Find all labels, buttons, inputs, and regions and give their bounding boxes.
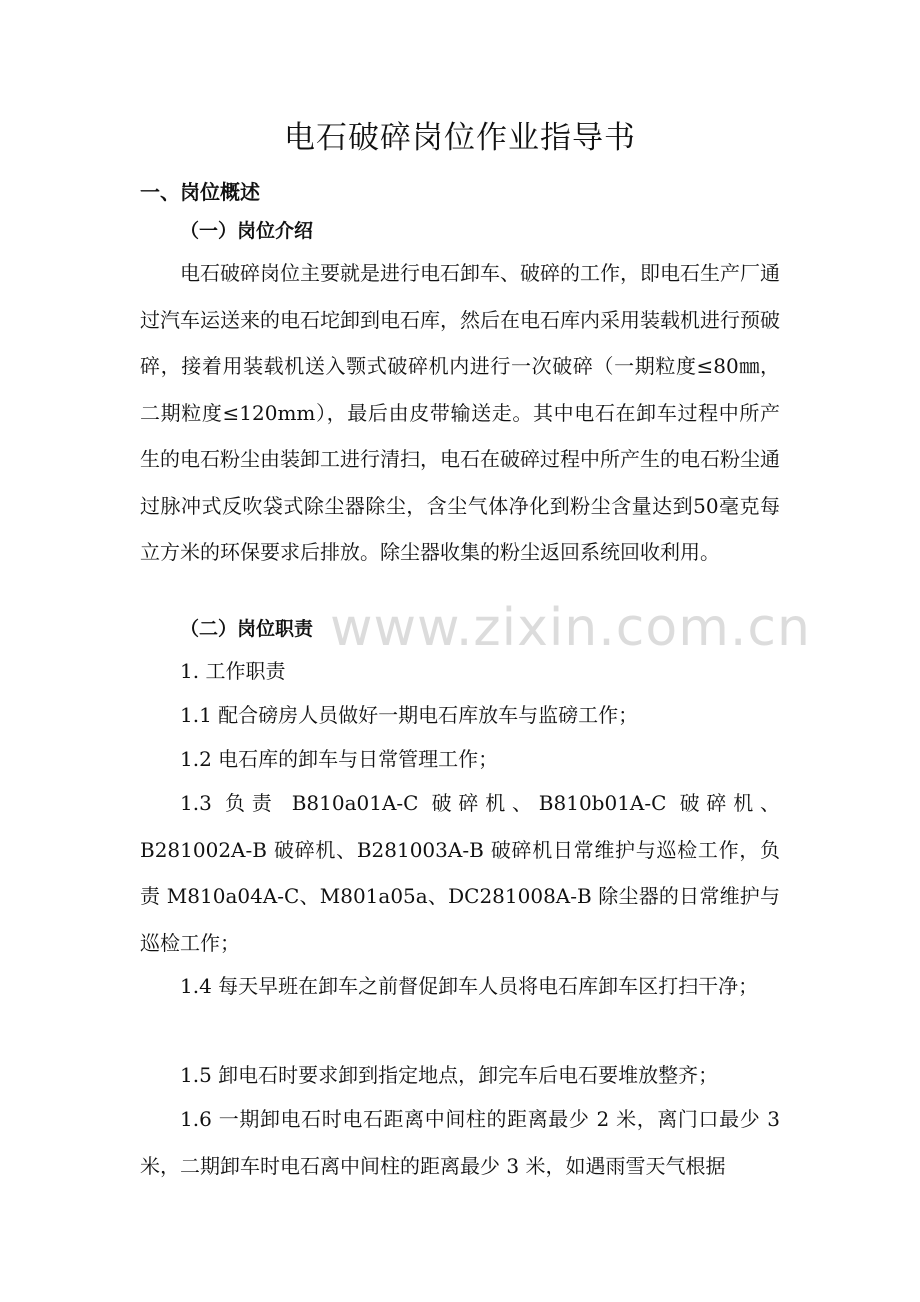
duty-item-1-5: 1.5 卸电石时要求卸到指定地点，卸完车后电石要堆放整齐； — [180, 1063, 719, 1087]
duty-item-1-6: 1.6 一期卸电石时电石距离中间柱的距离最少 2 米，离门口最少 3 米，二期卸车时电石离中间柱的距离最少 3 米，如遇雨雪天气根据 — [140, 1107, 780, 1178]
document-title: 电石破碎岗位作业指导书 — [284, 120, 636, 156]
subsection-heading-intro: （一）岗位介绍 — [180, 220, 314, 242]
subsection-heading-duties: （二）岗位职责 — [180, 618, 314, 640]
intro-paragraph: 电石破碎岗位主要就是进行电石卸车、破碎的工作，即电石生产厂通过汽车运送来的电石坨卸到电石库，然后在电石库内采用装载机进行预破碎，接着用装载机送入颚式破碎机内进行一次破碎（一期粒度≤80㎜，二期粒度≤120mm），最后由皮带输送走。其中电石在卸车过程中所产生的电石粉尘由装卸工进行清扫，电石在破碎过程中所产生的电石粉尘通过脉冲式反吹袋式除尘器除尘，含尘气体净化到粉尘含量达到50毫克每立方米的环保要求后排放。除尘器收集的粉尘返回系统回收利用。 — [140, 261, 780, 564]
duty-item-1-3: 1.3 负责 B810a01A-C 破碎机、B810b01A-C 破碎机、B281002A-B 破碎机、B281003A-B 破碎机日常维护与巡检工作，负责 M810a04A-C、M801a05a、DC281008A-B 除尘器的日常维护与巡检工作； — [140, 791, 780, 955]
duty-item-1: 1. 工作职责 — [180, 659, 286, 683]
duty-item-1-1: 1.1 配合磅房人员做好一期电石库放车与监磅工作； — [180, 703, 639, 727]
section-heading-overview: 一、岗位概述 — [140, 180, 260, 204]
duty-item-1-2: 1.2 电石库的卸车与日常管理工作； — [180, 747, 499, 771]
duty-item-1-4: 1.4 每天早班在卸车之前督促卸车人员将电石库卸车区打扫干净； — [180, 974, 759, 998]
watermark: www.zixin.com.cn — [330, 598, 811, 658]
